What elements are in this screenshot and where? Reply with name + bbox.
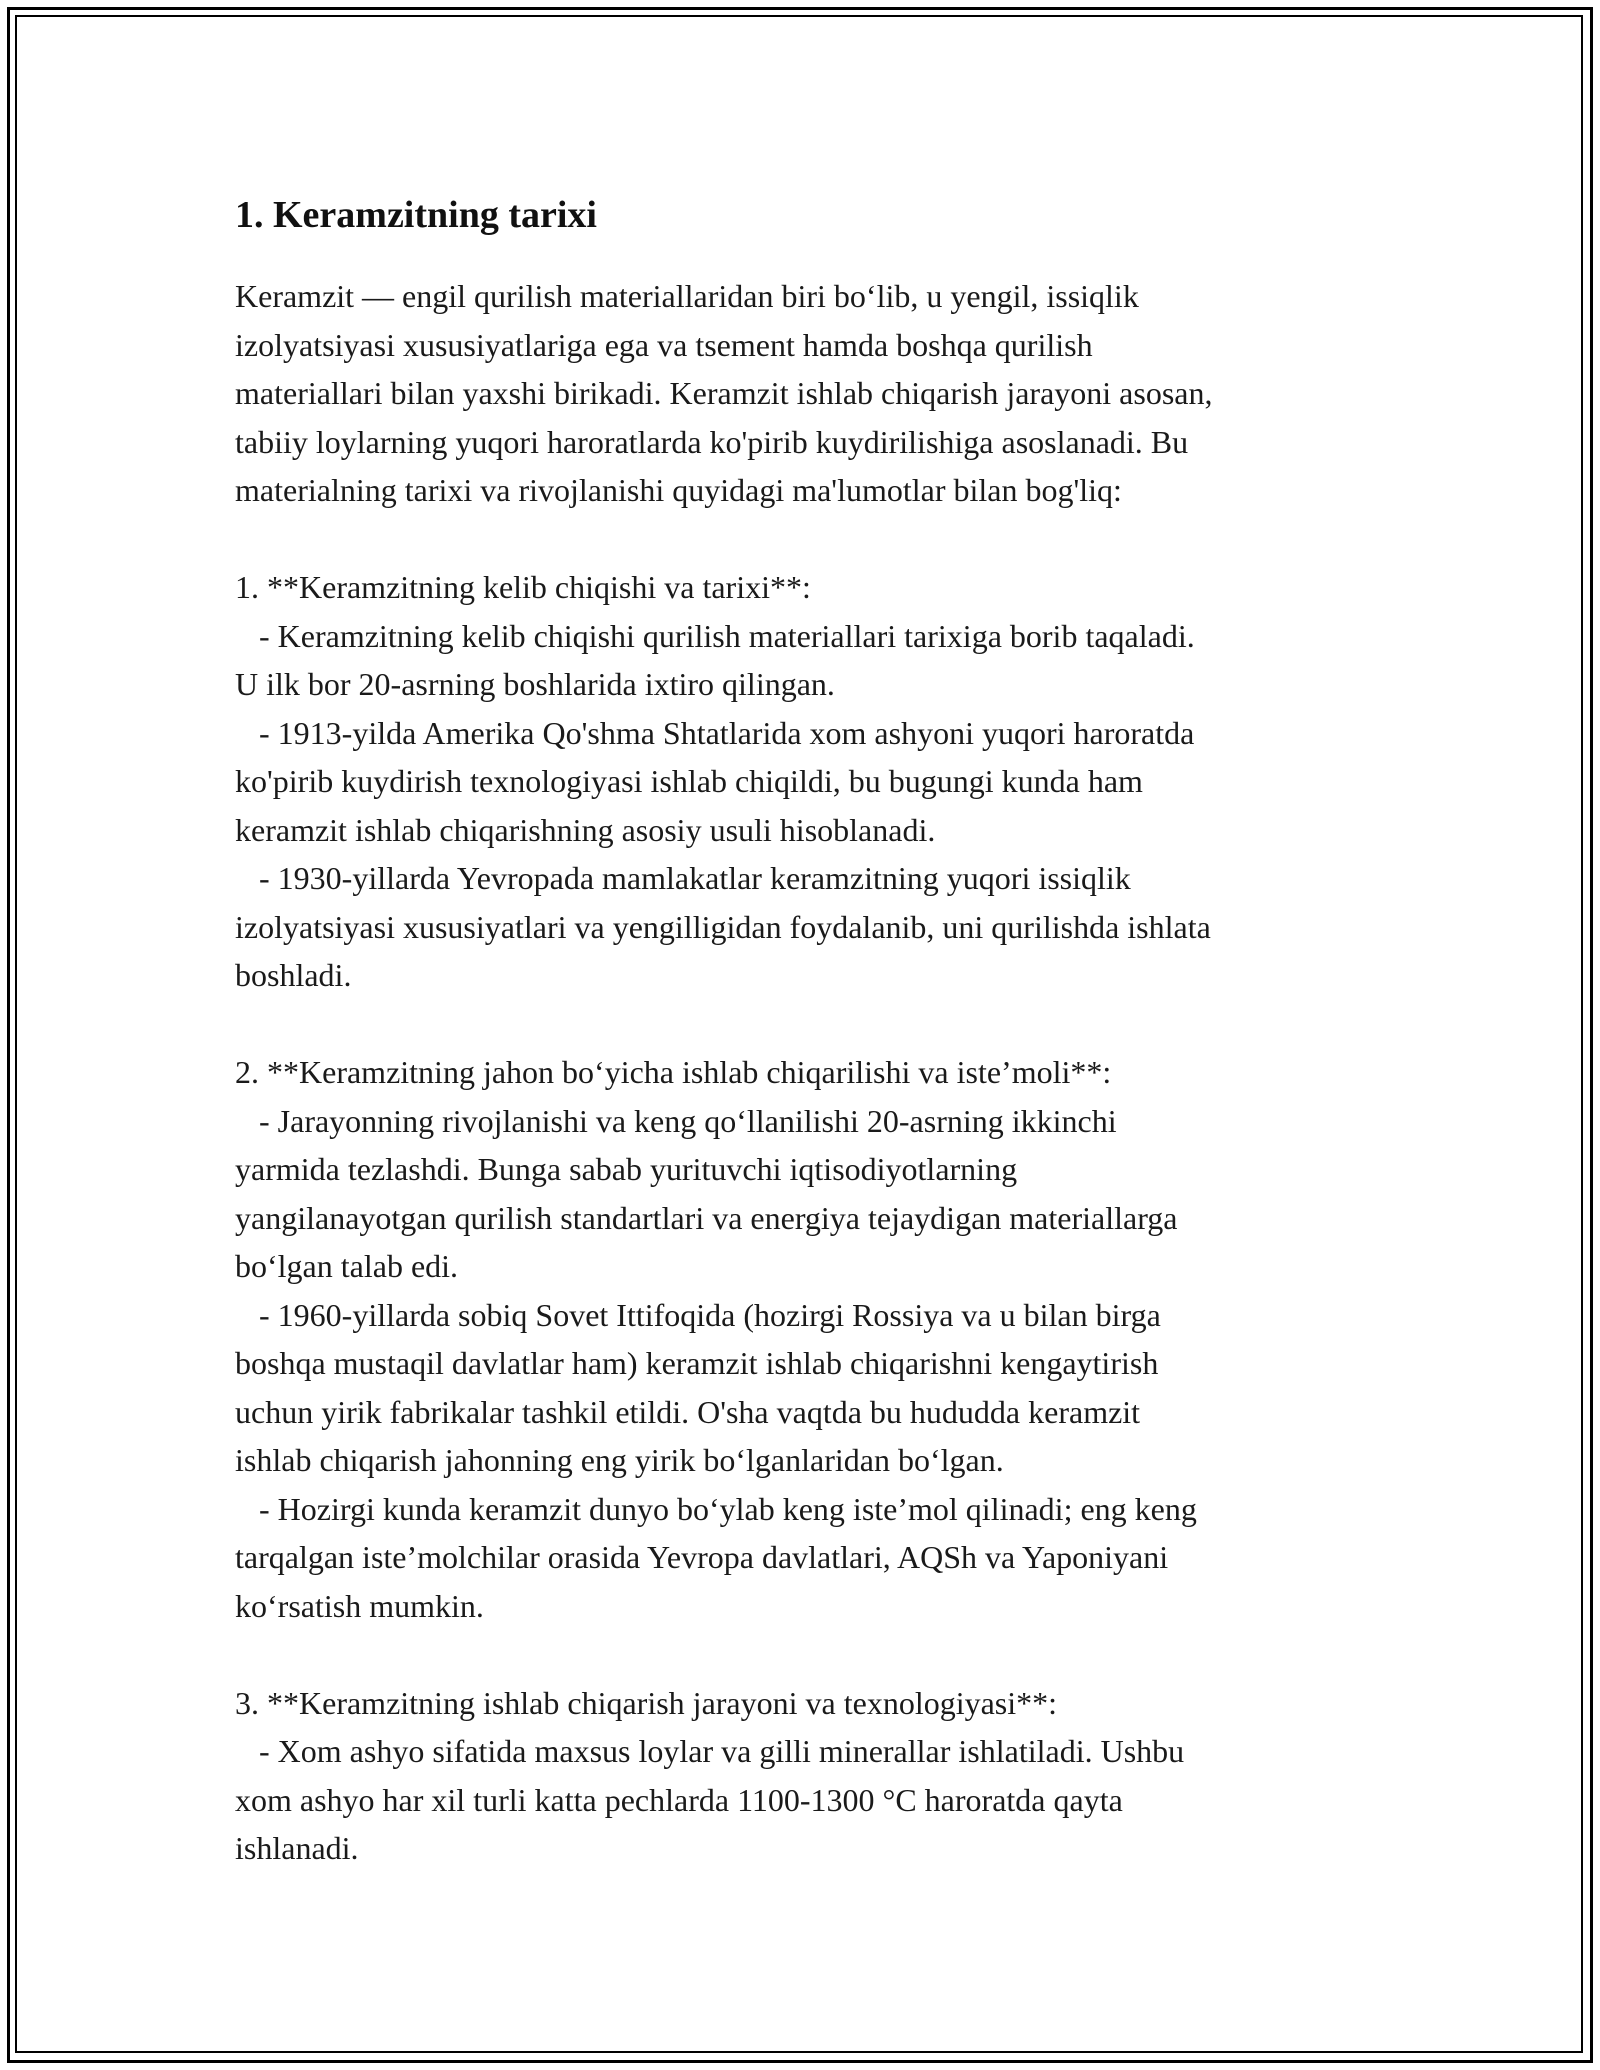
section-heading: 3. **Keramzitning ishlab chiqarish jarayoni va texnologiyasi**: [235,1684,1058,1721]
section-line: izolyatsiyasi xususiyatlari va yengilligidan foydalanib, uni qurilishda ishlata [235,908,1211,945]
section-line: uchun yirik fabrikalar tashkil etildi. O'sha vaqtda bu hududda keramzit [235,1393,1141,1430]
section-line: - Xom ashyo sifatida maxsus loylar va gilli minerallar ishlatiladi. Ushbu [235,1733,1185,1769]
section-heading: 2. **Keramzitning jahon bo‘yicha ishlab chiqarilishi va iste’moli**: [235,1054,1112,1090]
paragraph-gap [235,1630,1435,1679]
section-line: - 1960-yillarda sobiq Sovet Ittifoqida (hozirgi Rossiya va u bilan birga [235,1296,1161,1333]
section-line: - 1913-yilda Amerika Qo'shma Shtatlarida xom ashyoni yuqori haroratda [235,714,1195,751]
section-line: keramzit ishlab chiqarishning asosiy usuli hisoblanadi. [235,811,936,848]
section-line: boshqa mustaqil davlatlar ham) keramzit ishlab chiqarishni kengaytirish [235,1345,1159,1381]
section-line: ko‘rsatish mumkin. [235,1587,484,1624]
paragraph-gap [235,1000,1435,1049]
section-line: - Hozirgi kunda keramzit dunyo bo‘ylab keng iste’mol qilinadi; eng keng [235,1490,1197,1527]
intro-line: Keramzit — engil qurilish materiallaridan biri bo‘lib, u yengil, issiqlik [235,278,1139,314]
intro-paragraph [235,272,1435,515]
section-line: yarmida tezlashdi. Bunga sabab yurituvchi iqtisodiyotlarning [235,1151,1018,1187]
section-line: tarqalgan iste’molchilar orasida Yevropa davlatlari, AQSh va Yaponiyani [235,1539,1169,1575]
paragraph-gap [235,515,1435,564]
intro-line: tabiiy loylarning yuqori haroratlarda ko'pirib kuydirilishiga asoslanadi. Bu [235,423,1189,460]
section-line: U ilk bor 20-asrning boshlarida ixtiro qilingan. [235,666,835,702]
section-line: ishlanadi. [235,1830,359,1866]
section-line: ko'pirib kuydirish texnologiyasi ishlab chiqildi, bu bugungi kunda ham [235,763,1143,799]
section-line: boshladi. [235,957,352,993]
intro-line: izolyatsiyasi xususiyatlariga ega va tsement hamda boshqa qurilish [235,326,1093,363]
page-title: 1. Keramzitning tarixi [235,194,597,236]
section-line: bo‘lgan talab edi. [235,1248,459,1284]
section-line: yangilanayotgan qurilish standartlari va energiya tejaydigan materiallarga [235,1199,1178,1236]
section-history [235,563,1435,1000]
section-line: ishlab chiqarish jahonning eng yirik bo‘lganlaridan bo‘lgan. [235,1442,1004,1478]
intro-line: materialning tarixi va rivojlanishi quyidagi ma'lumotlar bilan bog'liq: [235,472,1122,508]
section-line: xom ashyo har xil turli katta pechlarda 1100-1300 °C haroratda qayta [235,1781,1123,1818]
section-line: - Jarayonning rivojlanishi va keng qo‘llanilishi 20-asrning ikkinchi [235,1102,1117,1139]
intro-line: materiallari bilan yaxshi birikadi. Keramzit ishlab chiqarish jarayoni asosan, [235,375,1213,411]
document-body [235,180,1435,1873]
section-technology [235,1679,1435,1873]
section-line: - Keramzitning kelib chiqishi qurilish materiallari tarixiga borib taqaladi. [235,617,1195,654]
section-line: - 1930-yillarda Yevropada mamlakatlar keramzitning yuqori issiqlik [235,860,1131,896]
section-heading: 1. **Keramzitning kelib chiqishi va tarixi**: [235,569,811,605]
section-world-production [235,1048,1435,1630]
